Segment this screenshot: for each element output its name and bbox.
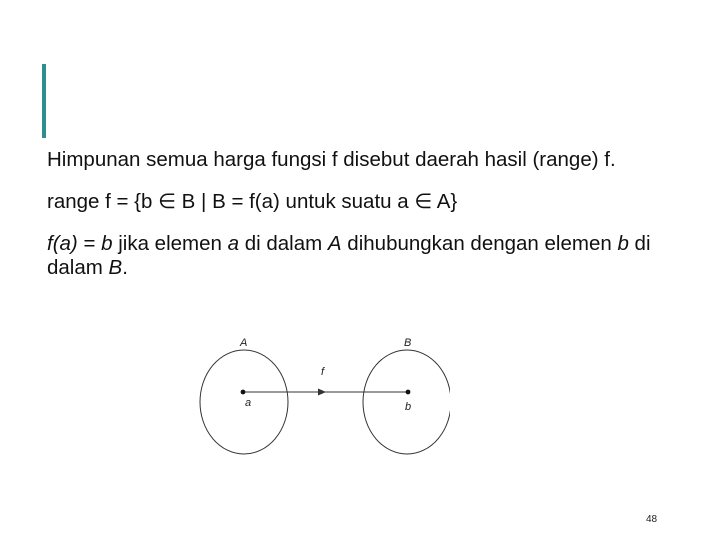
element-a-label: a xyxy=(245,397,252,409)
function-mapping-diagram xyxy=(190,330,450,490)
element-a-dot xyxy=(241,390,246,395)
a-term: a xyxy=(227,232,240,255)
slide-body xyxy=(47,148,657,280)
end-text: . xyxy=(122,256,128,279)
mid-text: jika elemen xyxy=(112,232,228,255)
set-a-term: A xyxy=(327,232,342,255)
b-term: b xyxy=(101,232,113,255)
set-b-label: B xyxy=(404,337,412,349)
fa-term: f(a) xyxy=(47,232,78,255)
page-number: 48 xyxy=(646,514,658,525)
function-label: f xyxy=(321,366,325,378)
element-b-dot xyxy=(406,390,411,395)
set-b-term: B xyxy=(108,256,123,279)
element-b-label: b xyxy=(405,401,412,413)
set-a-ellipse xyxy=(200,350,288,454)
eq-text: = xyxy=(77,232,102,255)
mapping-explanation xyxy=(47,232,657,280)
mapping-arrowhead xyxy=(318,389,326,396)
b2-term: b xyxy=(617,232,629,255)
range-set-notation: range f = {b ∈ B | B = f(a) untuk suatu a ∈ A} xyxy=(47,190,458,213)
mid4-text: di dalam xyxy=(47,232,651,279)
mid3-text: dihubungkan dengan elemen xyxy=(341,232,618,255)
mid2-text: di dalam xyxy=(239,232,328,255)
accent-bar xyxy=(42,64,46,138)
set-a-label: A xyxy=(240,337,248,349)
range-definition: Himpunan semua harga fungsi f disebut daerah hasil (range) f. xyxy=(47,148,616,171)
